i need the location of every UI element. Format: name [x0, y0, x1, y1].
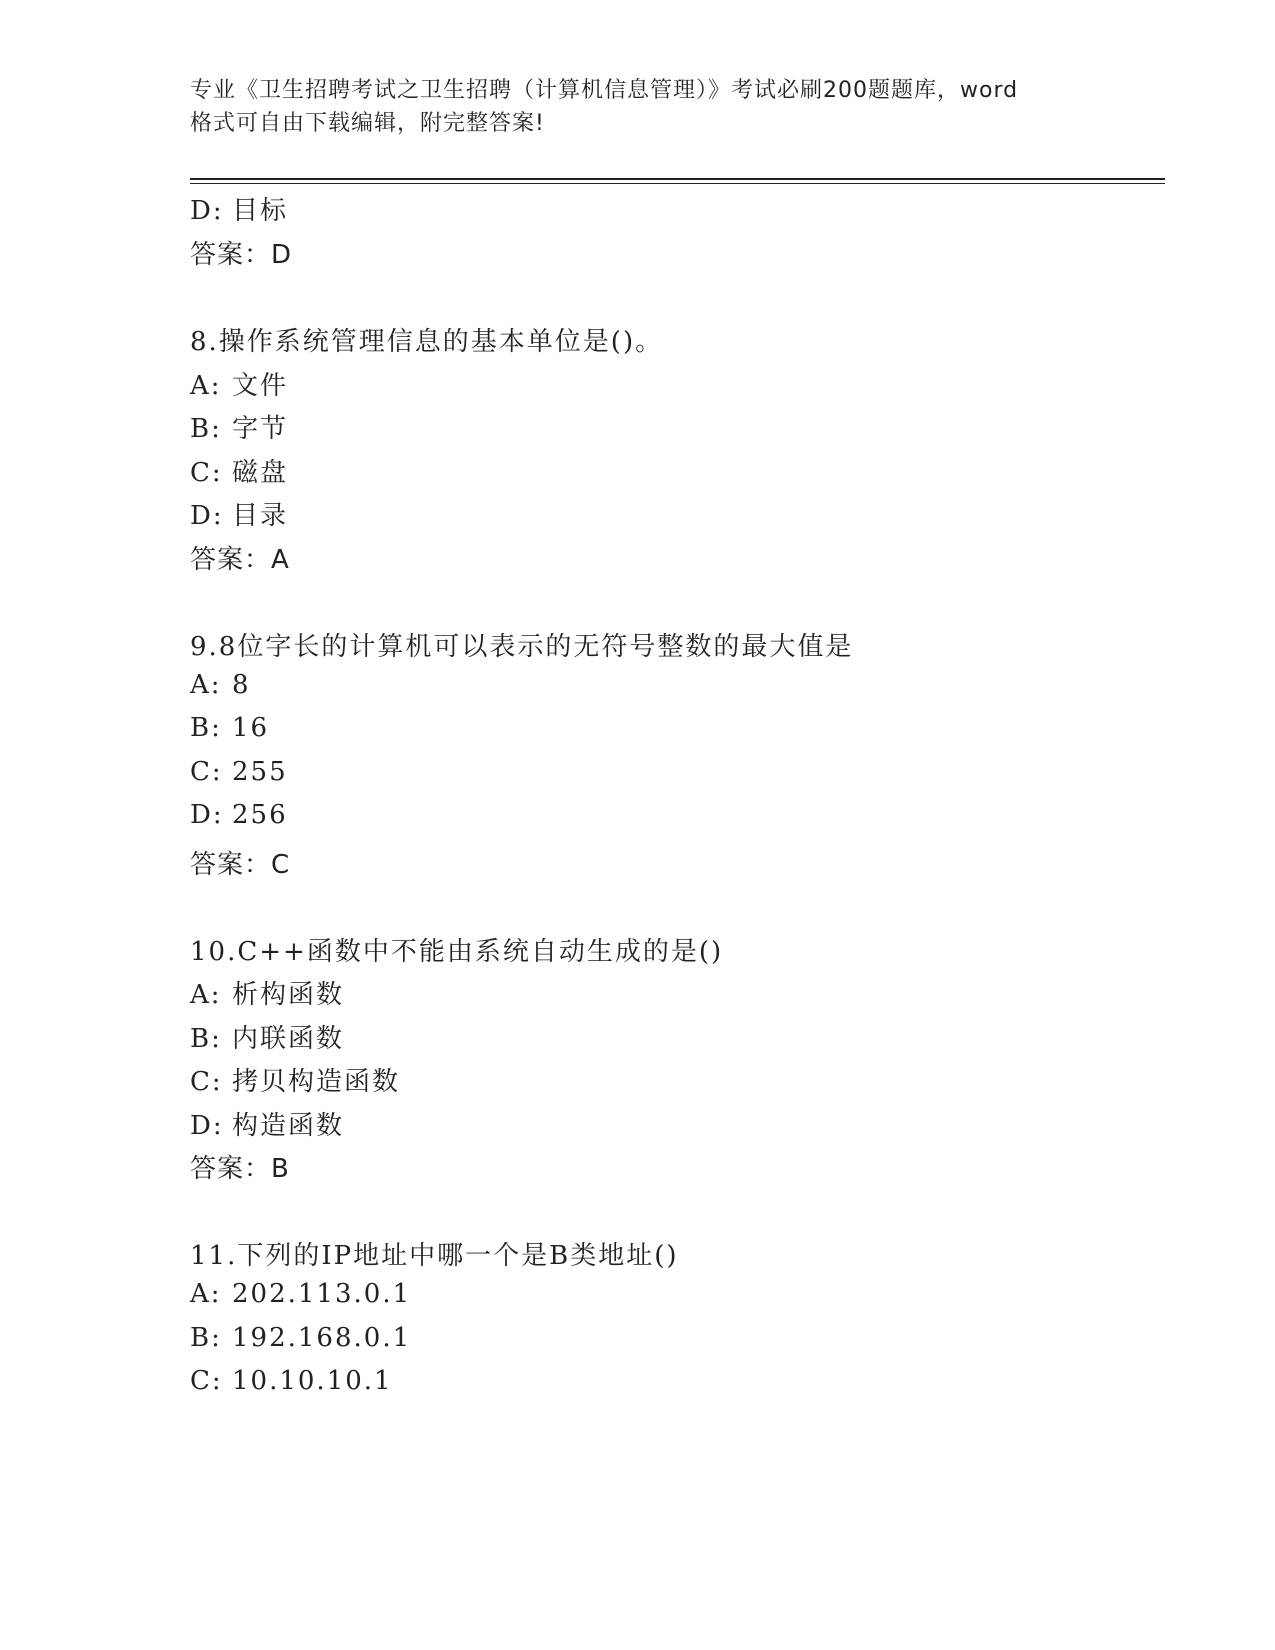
option-text: 202.113.0.1 — [232, 1279, 412, 1309]
carryover-option-d — [190, 190, 288, 227]
option-label: D: — [190, 196, 224, 226]
option-label: C: — [190, 458, 223, 488]
answer: 答案：B — [190, 1154, 290, 1184]
option-d — [190, 1105, 344, 1142]
option-text: 10.10.10.1 — [232, 1366, 393, 1396]
option-label: D: — [190, 1111, 224, 1141]
option-c — [190, 452, 288, 489]
option-label: D: — [190, 800, 224, 830]
option-label: A: — [190, 371, 222, 401]
option-c — [190, 1366, 393, 1396]
option-text: 8 — [232, 670, 251, 700]
option-text: 磁盘 — [232, 458, 289, 488]
option-text: 内联函数 — [232, 1024, 345, 1054]
option-label: D: — [190, 501, 224, 531]
option-b — [190, 713, 269, 743]
answer: 答案：C — [190, 850, 291, 880]
option-text: 256 — [232, 800, 288, 830]
option-text: 16 — [232, 713, 270, 743]
question-stem: 10.C++函数中不能由系统自动生成的是() — [190, 937, 724, 967]
option-a — [190, 670, 251, 700]
option-c — [190, 1061, 400, 1098]
option-label: C: — [190, 1067, 223, 1097]
header-divider-thick — [190, 178, 1165, 180]
option-b — [190, 408, 288, 445]
option-label: B: — [190, 1024, 222, 1054]
option-b — [190, 1018, 344, 1055]
option-b — [190, 1323, 411, 1353]
option-label: C: — [190, 1366, 223, 1396]
option-label: B: — [190, 1323, 222, 1353]
option-label: B: — [190, 713, 222, 743]
answer: 答案：A — [190, 545, 290, 575]
option-d — [190, 800, 288, 830]
header-line-1: 专业《卫生招聘考试之卫生招聘（计算机信息管理）》考试必刷200题题库，word — [190, 78, 1019, 103]
carryover-answer: 答案：D — [190, 240, 293, 270]
option-text: 255 — [232, 757, 288, 787]
option-text: 192.168.0.1 — [232, 1323, 412, 1353]
question-stem: 9.8位字长的计算机可以表示的无符号整数的最大值是 — [190, 632, 854, 662]
question-stem: 8.操作系统管理信息的基本单位是()。 — [190, 327, 664, 357]
option-label: B: — [190, 414, 222, 444]
option-a — [190, 365, 288, 402]
option-c — [190, 757, 288, 787]
question-stem: 11.下列的IP地址中哪一个是B类地址() — [190, 1241, 679, 1271]
option-label: A: — [190, 670, 222, 700]
option-label: C: — [190, 757, 223, 787]
option-label: A: — [190, 1279, 222, 1309]
option-text: 析构函数 — [232, 980, 345, 1010]
document-header — [190, 74, 1090, 140]
option-d — [190, 495, 288, 532]
header-line-2: 格式可自由下载编辑，附完整答案! — [190, 111, 545, 136]
option-text: 文件 — [232, 371, 289, 401]
option-label: A: — [190, 980, 222, 1010]
option-text: 拷贝构造函数 — [232, 1067, 401, 1097]
option-text: 构造函数 — [232, 1111, 345, 1141]
option-a — [190, 974, 344, 1011]
option-a — [190, 1279, 411, 1309]
option-text: 目录 — [232, 501, 289, 531]
option-text: 目标 — [232, 196, 289, 226]
header-divider-thin — [190, 183, 1165, 184]
option-text: 字节 — [232, 414, 289, 444]
